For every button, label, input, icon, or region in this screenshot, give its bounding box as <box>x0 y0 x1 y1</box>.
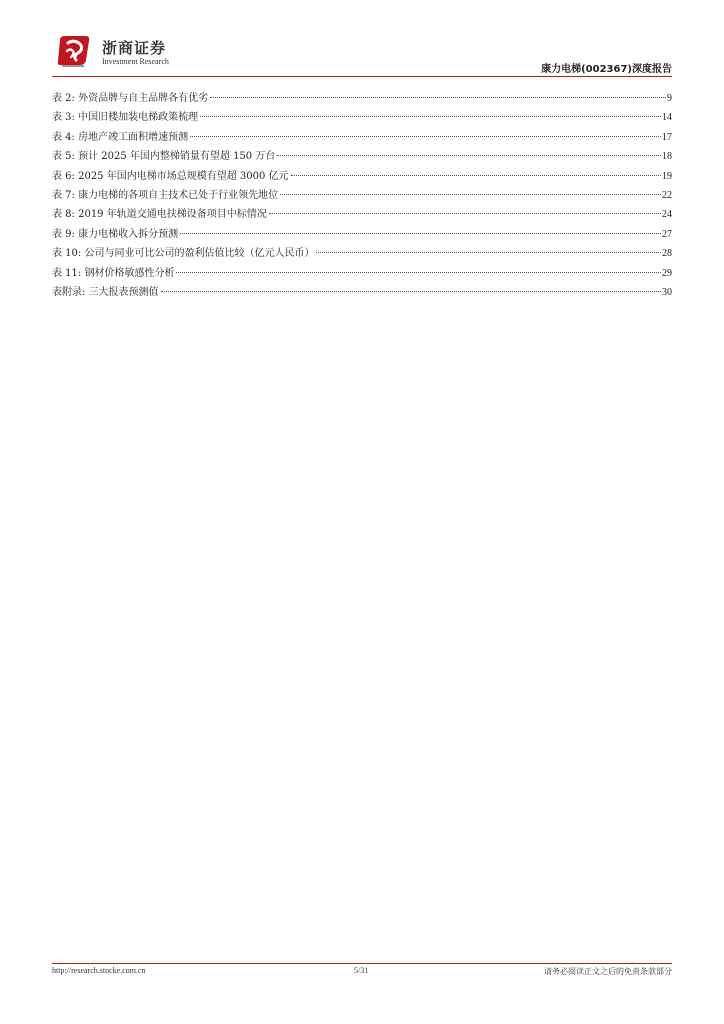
toc-entry[interactable] <box>52 167 672 186</box>
report-title: 康力电梯(002367)深度报告 <box>541 64 672 75</box>
toc-dot-leader <box>176 272 661 273</box>
toc-dot-leader <box>269 213 661 214</box>
toc-entry-label: 表 9: 康力电梯收入拆分预测 <box>52 228 179 240</box>
toc-entry-page: 18 <box>662 151 672 163</box>
toc-entry[interactable] <box>52 147 672 166</box>
toc-entry-label: 表 6: 2025 年国内电梯市场总规模有望超 3000 亿元 <box>52 170 289 182</box>
toc-entry-label: 表 11: 钢材价格敏感性分析 <box>52 267 175 279</box>
toc-entry-label: 表 4: 房地产竣工面积增速预测 <box>52 131 189 143</box>
company-logo <box>56 34 176 70</box>
header-divider <box>52 76 672 77</box>
toc-dot-leader <box>200 116 661 117</box>
logo-chinese-name: 浙商证券 <box>102 39 167 57</box>
toc-dot-leader <box>277 155 661 156</box>
toc-entry-label: 表附录: 三大报表预测值 <box>52 286 159 298</box>
toc-entry[interactable] <box>52 244 672 263</box>
toc-dot-leader <box>316 252 661 253</box>
page-header <box>52 34 672 76</box>
toc-entry[interactable] <box>52 205 672 224</box>
toc-dot-leader <box>280 194 661 195</box>
toc-entry-page: 9 <box>667 93 672 104</box>
toc-entry[interactable] <box>52 128 672 147</box>
toc-entry-page: 28 <box>662 248 672 260</box>
toc-entry[interactable] <box>52 186 672 205</box>
logo-icon <box>56 34 92 68</box>
toc-entry[interactable] <box>52 108 672 127</box>
toc-entry-page: 19 <box>662 170 672 182</box>
table-list <box>52 89 672 302</box>
toc-entry[interactable] <box>52 283 672 302</box>
footer-url-link[interactable]: http://research.stocke.com.cn <box>52 966 146 975</box>
footer-divider <box>52 963 672 964</box>
toc-entry-page: 29 <box>662 267 672 279</box>
toc-entry-page: 24 <box>662 209 672 221</box>
toc-dot-leader <box>161 291 661 292</box>
toc-entry[interactable] <box>52 225 672 244</box>
toc-entry-page: 17 <box>662 131 672 143</box>
logo-english-name: Investment Research <box>102 57 169 66</box>
toc-entry-label: 表 8: 2019 年轨道交通电扶梯设备项目中标情况 <box>52 209 267 221</box>
toc-dot-leader <box>291 175 661 176</box>
toc-dot-leader <box>210 97 666 98</box>
toc-entry-page: 22 <box>662 189 672 201</box>
toc-entry-page: 30 <box>662 286 672 298</box>
page-footer <box>52 966 672 980</box>
toc-entry-page: 14 <box>662 112 672 124</box>
toc-dot-leader <box>180 233 661 234</box>
toc-entry-label: 表 3: 中国旧楼加装电梯政策梳理 <box>52 112 199 124</box>
footer-disclaimer: 请务必阅读正文之后的免责条款部分 <box>544 967 672 976</box>
toc-entry-label: 表 5: 预计 2025 年国内整梯销量有望超 150 万台 <box>52 151 276 163</box>
toc-entry-label: 表 10: 公司与同业可比公司的盈利估值比较（亿元人民币） <box>52 248 315 260</box>
footer-page-number: 5/31 <box>354 966 369 975</box>
toc-dot-leader <box>190 136 661 137</box>
toc-entry-label: 表 7: 康力电梯的各项自主技术已处于行业领先地位 <box>52 189 279 201</box>
toc-entry[interactable] <box>52 264 672 283</box>
toc-entry-label: 表 2: 外资品牌与自主品牌各有优劣 <box>52 93 209 104</box>
toc-entry-page: 27 <box>662 228 672 240</box>
toc-entry[interactable] <box>52 89 672 108</box>
